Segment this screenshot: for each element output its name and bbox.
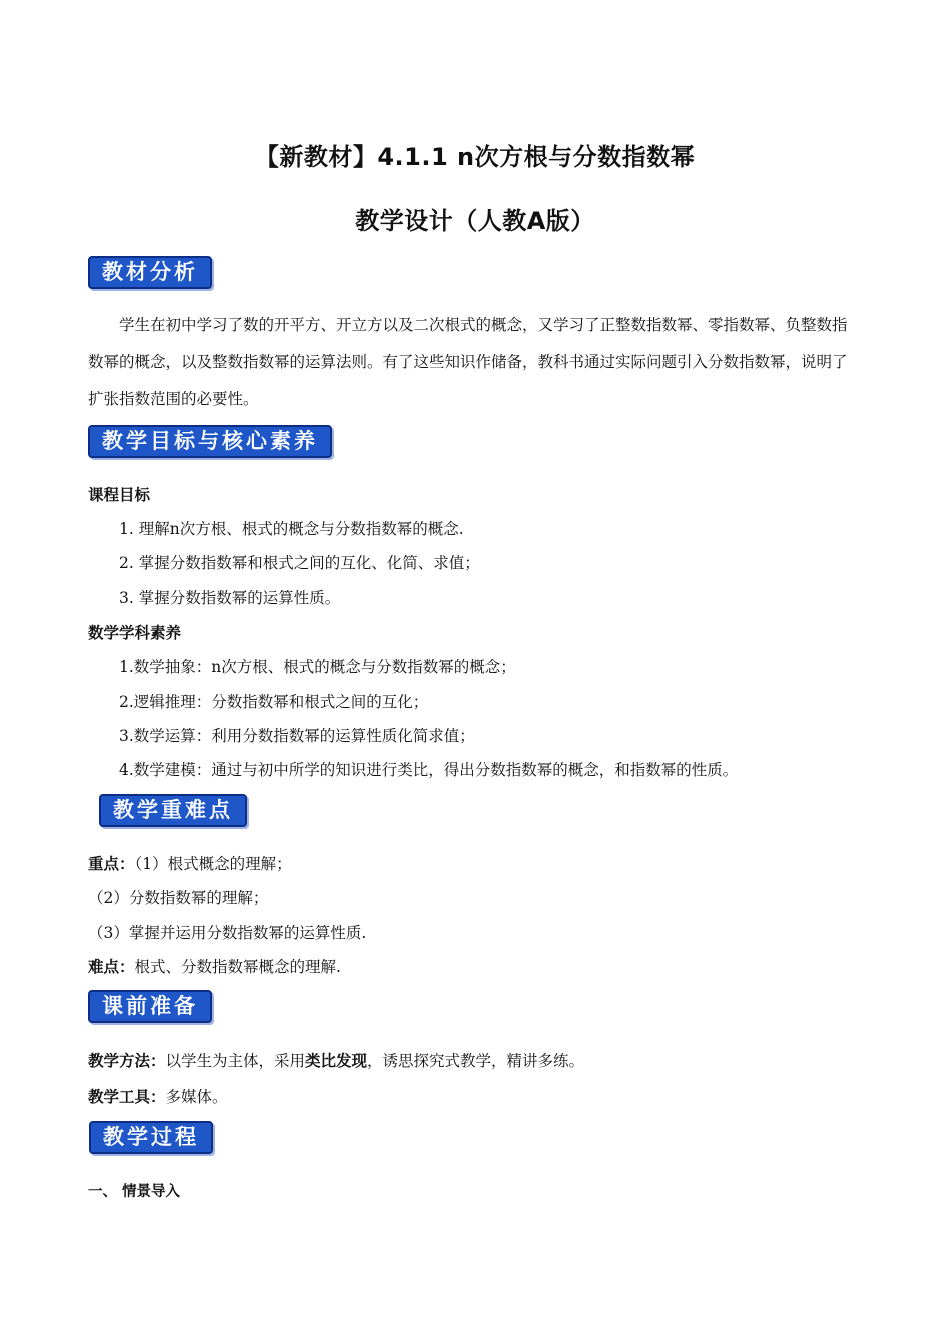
teaching-tool-text: 多媒体。 — [165, 1088, 228, 1106]
literacy-heading: 数学学科素养 — [88, 624, 182, 642]
key-point-line — [88, 854, 292, 874]
course-goal-item: 3. 掌握分数指数幂的运算性质。 — [119, 589, 341, 607]
literacy-item: 1.数学抽象：n次方根、根式的概念与分数指数幂的概念； — [119, 658, 516, 676]
section-badge-preparation: 课前准备 — [88, 990, 212, 1023]
process-step-heading: 一、 情景导入 — [88, 1184, 181, 1200]
section-badge-objectives: 教学目标与核心素养 — [88, 425, 332, 458]
literacy-item: 3.数学运算：利用分数指数幂的运算性质化简求值； — [119, 727, 475, 745]
key-point-item: （3）掌握并运用分数指数幂的运算性质. — [88, 924, 367, 942]
teaching-method-line — [88, 1051, 584, 1071]
document-subtitle: 教学设计（人教A版） — [355, 207, 595, 235]
teaching-method-text-rest: ，诱思探究式教学，精讲多练。 — [367, 1052, 585, 1070]
course-goal-heading: 课程目标 — [88, 486, 151, 504]
analysis-paragraph: 学生在初中学习了数的开平方、开立方以及二次根式的概念，又学习了正整数指数幂、零指数幂、负整数指数幂的概念，以及整数指数幂的运算法则。有了这些知识作储备，教科书通过实际问题引入分数指数幂，说明了扩张指数范围的必要性。 — [88, 316, 848, 408]
key-point-item: （1）根式概念的理解； — [134, 855, 292, 873]
key-point-item: （2）分数指数幂的理解； — [88, 889, 269, 907]
section-badge-analysis: 教材分析 — [88, 256, 212, 289]
teaching-method-emphasis: 类比发现 — [305, 1052, 368, 1070]
course-goal-item: 1. 理解n次方根、根式的概念与分数指数幂的概念. — [119, 520, 464, 538]
difficult-point-text: 根式、分数指数幂概念的理解. — [134, 958, 341, 976]
literacy-item: 4.数学建模：通过与初中所学的知识进行类比，得出分数指数幂的概念，和指数幂的性质。 — [119, 761, 739, 779]
teaching-tool-line — [88, 1087, 228, 1107]
teaching-tool-label: 教学工具： — [88, 1088, 166, 1106]
difficult-point-label: 难点： — [88, 958, 135, 976]
document-title: 【新教材】4.1.1 n次方根与分数指数幂 — [254, 143, 696, 171]
course-goal-item: 2. 掌握分数指数幂和根式之间的互化、化简、求值； — [119, 554, 480, 572]
literacy-item: 2.逻辑推理：分数指数幂和根式之间的互化； — [119, 693, 429, 711]
section-badge-process: 教学过程 — [89, 1121, 213, 1154]
difficult-point-line — [88, 957, 341, 977]
teaching-method-text: 以学生为主体，采用 — [165, 1052, 306, 1070]
teaching-method-label: 教学方法： — [88, 1052, 166, 1070]
section-badge-key-points: 教学重难点 — [99, 794, 247, 827]
key-point-label: 重点： — [88, 855, 135, 873]
